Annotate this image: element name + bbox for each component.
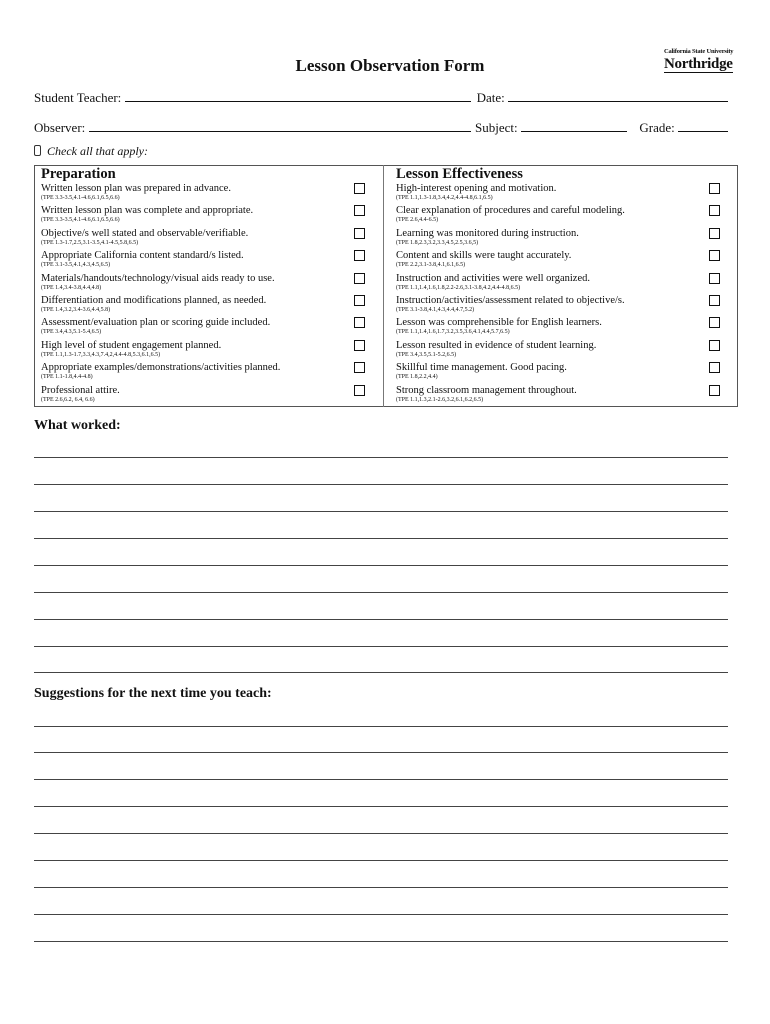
writing-line[interactable]: [34, 565, 728, 566]
checkbox[interactable]: [354, 228, 365, 239]
checkbox[interactable]: [709, 385, 720, 396]
checklist-item: [396, 273, 726, 295]
writing-line[interactable]: [34, 511, 728, 512]
header-row-2: [34, 120, 728, 136]
item-text: Lesson was comprehensible for English learners.: [396, 317, 602, 329]
writing-line[interactable]: [34, 806, 728, 807]
checklist-item: [41, 385, 367, 407]
item-tpe: (TPE 1.8,2.2,4.4): [396, 374, 438, 381]
item-text: Differentiation and modifications planned, as needed.: [41, 294, 267, 306]
checklist-item: [41, 317, 367, 339]
item-tpe: (TPE 1.1,1.4,1.6,1.7,3.2,3.5,3.6,4.1,4.4,5.7,6.5): [396, 329, 510, 336]
item-tpe: (TPE 2.6,4.4-6.5): [396, 217, 439, 224]
checkbox[interactable]: [709, 362, 720, 373]
item-tpe: (TPE 1.3-1.7,2.5,3.1-3.5,4.1-4.5,5.8,6.5): [41, 239, 139, 246]
item-text: High level of student engagement planned.: [41, 339, 222, 351]
checkbox[interactable]: [709, 317, 720, 328]
checkbox[interactable]: [354, 340, 365, 351]
checkbox[interactable]: [709, 340, 720, 351]
effectiveness-heading: Lesson Effectiveness: [396, 166, 523, 182]
writing-line[interactable]: [34, 619, 728, 620]
checklist-item: [396, 385, 726, 407]
writing-line[interactable]: [34, 457, 728, 458]
header-row-1: [34, 90, 728, 106]
checkbox[interactable]: [709, 250, 720, 261]
writing-line[interactable]: [34, 646, 728, 647]
item-text: Content and skills were taught accurately.: [396, 250, 572, 262]
item-tpe: (TPE 1.4,3.2,3.4-3.6,4.4,5.8): [41, 306, 111, 313]
checkbox[interactable]: [354, 250, 365, 261]
writing-line[interactable]: [34, 752, 728, 753]
column-divider: [383, 165, 384, 407]
preparation-list: [41, 183, 367, 407]
writing-line[interactable]: [34, 887, 728, 888]
effectiveness-column: [396, 165, 726, 407]
writing-line[interactable]: [34, 860, 728, 861]
checklist-item: [396, 183, 726, 205]
student-teacher-field[interactable]: [125, 91, 471, 102]
item-text: Strong classroom management throughout.: [396, 384, 577, 396]
checklist-item: [396, 317, 726, 339]
item-tpe: (TPE 1.8,2.3,3.2,3.3,4.5,2.5,3.6,5): [396, 239, 479, 246]
logo-line-1: California State University: [664, 48, 734, 55]
writing-line[interactable]: [34, 592, 728, 593]
item-text: Clear explanation of procedures and careful modeling.: [396, 205, 625, 217]
subject-field[interactable]: [521, 121, 627, 132]
item-tpe: (TPE 3.3-3.5,4.1-4.6,6.1,6.5,6.6): [41, 195, 120, 201]
observer-label: Observer:: [34, 120, 86, 135]
writing-line[interactable]: [34, 941, 728, 942]
checklist-item: [41, 295, 367, 317]
checklist-item: [41, 340, 367, 362]
checkbox[interactable]: [354, 362, 365, 373]
item-tpe: (TPE 2.2,3.1-3.8,4.1,6.1,6.5): [396, 262, 466, 269]
item-tpe: (TPE 3.3-3.5,4.1-4.6,6.1,6.5,6.6): [41, 217, 120, 224]
item-tpe: (TPE 1.1,1.3-1.8,3.4,4.2,4.4-4.8,6.1,6.5): [396, 195, 493, 201]
checkbox[interactable]: [709, 205, 720, 216]
item-tpe: (TPE 3.4,4.3,5.1-5.4,6.5): [41, 329, 102, 336]
item-tpe: (TPE 1.1,1.4,1.6,1.8,2.2-2.6,3.1-3.8,4.2,4.4-4.8,6.5): [396, 284, 521, 291]
item-tpe: (TPE 1.1-1.8,4.4-4.8): [41, 374, 93, 381]
item-text: Appropriate examples/demonstrations/activities planned.: [41, 362, 281, 374]
date-label: Date:: [476, 90, 505, 105]
check-note-text: Check all that apply:: [47, 144, 148, 158]
item-text: High-interest opening and motivation.: [396, 183, 557, 194]
item-text: Professional attire.: [41, 384, 120, 396]
item-text: Objective/s well stated and observable/verifiable.: [41, 227, 249, 239]
checkbox[interactable]: [709, 273, 720, 284]
preparation-column: [41, 165, 367, 407]
checkbox[interactable]: [354, 183, 365, 194]
what-worked-heading: What worked:: [34, 418, 121, 433]
item-text: Written lesson plan was complete and appropriate.: [41, 205, 254, 217]
item-tpe: (TPE 3.1-3.8,4.1,4.3,4.4,4.7,5.2): [396, 306, 475, 313]
item-tpe: (TPE 2.6,6.2, 6.4, 6.6): [41, 396, 95, 403]
checklist-item: [41, 183, 367, 205]
observer-field[interactable]: [89, 121, 471, 132]
checklist-item: [396, 362, 726, 384]
checkbox[interactable]: [354, 385, 365, 396]
item-text: Written lesson plan was prepared in advance.: [41, 183, 231, 194]
item-text: Lesson resulted in evidence of student learning.: [396, 339, 597, 351]
grade-label: Grade:: [639, 120, 675, 135]
writing-line[interactable]: [34, 779, 728, 780]
item-tpe: (TPE 3.4,3.5,5.1-5.2,6.5): [396, 351, 457, 358]
student-teacher-label: Student Teacher:: [34, 90, 122, 105]
writing-line[interactable]: [34, 833, 728, 834]
check-all-note: [34, 144, 148, 159]
page-title: Lesson Observation Form: [295, 56, 485, 75]
item-text: Appropriate California content standard/s listed.: [41, 250, 244, 262]
checkbox[interactable]: [354, 317, 365, 328]
item-tpe: (TPE 1.1,1.3-1.7,3.3,4.3,7.4,2,4.4-4.8,5.3,6.1,6.5): [41, 351, 161, 358]
checkbox[interactable]: [354, 205, 365, 216]
checklist-item: [41, 250, 367, 272]
checklist-item: [396, 228, 726, 250]
grade-field[interactable]: [678, 121, 728, 132]
item-tpe: (TPE 3.1-3.5,4.1,4.3,4.5,6.5): [41, 262, 111, 269]
logo-line-2: Northridge: [664, 56, 733, 72]
checklist-item: [396, 250, 726, 272]
date-field[interactable]: [508, 91, 728, 102]
writing-line[interactable]: [34, 484, 728, 485]
checkbox[interactable]: [709, 228, 720, 239]
item-text: Learning was monitored during instruction.: [396, 227, 579, 239]
checklist-item: [396, 295, 726, 317]
checkbox[interactable]: [709, 183, 720, 194]
subject-label: Subject:: [475, 120, 518, 135]
checkbox[interactable]: [354, 295, 365, 306]
item-text: Skillful time management. Good pacing.: [396, 362, 567, 374]
writing-line[interactable]: [34, 726, 728, 727]
writing-line[interactable]: [34, 538, 728, 539]
checklist-item: [41, 228, 367, 250]
item-text: Instruction/activities/assessment related to objective/s.: [396, 294, 625, 306]
preparation-heading: Preparation: [41, 166, 116, 182]
checklist-item: [41, 273, 367, 295]
checklist-item: [41, 205, 367, 227]
item-tpe: (TPE 1.4,3.4-3.8,4.4,4.8): [41, 284, 102, 291]
item-text: Assessment/evaluation plan or scoring guide included.: [41, 317, 271, 329]
clipboard-icon: [34, 145, 41, 156]
checklist-item: [396, 205, 726, 227]
item-text: Instruction and activities were well organized.: [396, 272, 590, 284]
item-text: Materials/handouts/technology/visual aids ready to use.: [41, 272, 275, 284]
effectiveness-list: [396, 183, 726, 407]
writing-line[interactable]: [34, 914, 728, 915]
checklist-item: [41, 362, 367, 384]
item-tpe: (TPE 1.1,1.3,2.1-2.6,3.2,6.1,6.2,6.5): [396, 396, 484, 403]
checkbox[interactable]: [354, 273, 365, 284]
checklist-item: [396, 340, 726, 362]
checkbox[interactable]: [709, 295, 720, 306]
writing-line[interactable]: [34, 672, 728, 673]
suggestions-heading: Suggestions for the next time you teach:: [34, 686, 272, 701]
